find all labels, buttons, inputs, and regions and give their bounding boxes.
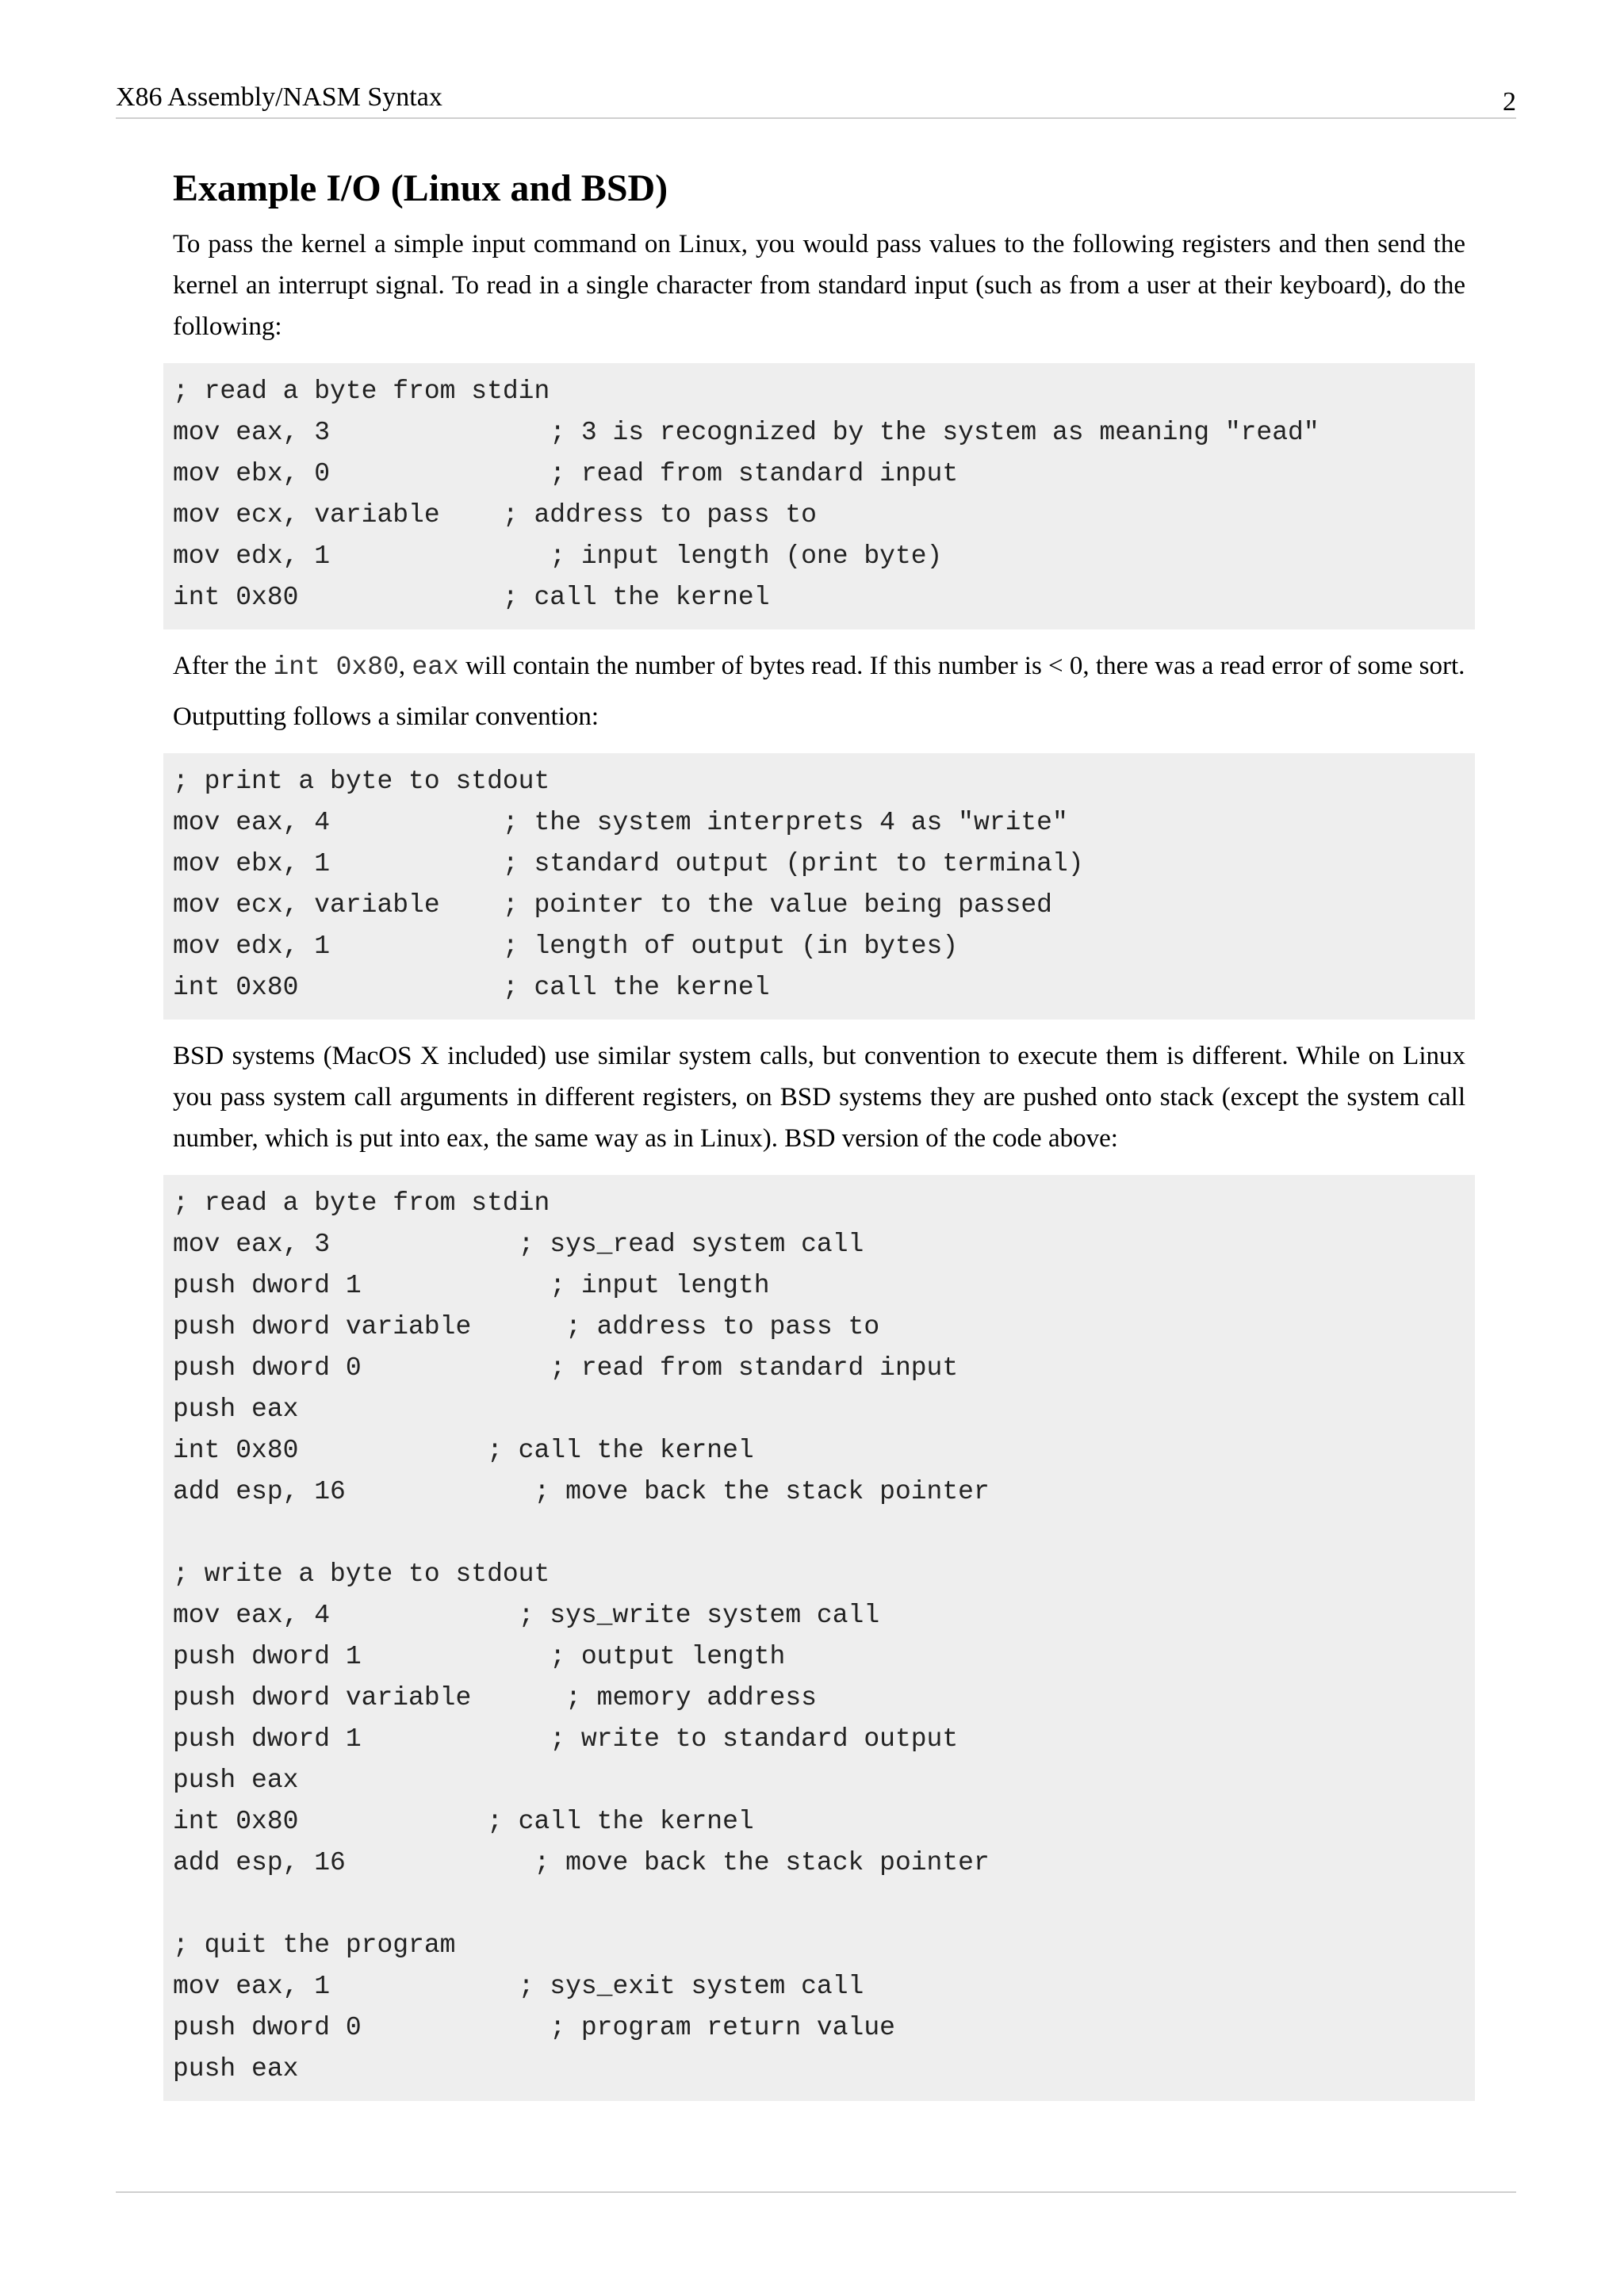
bsd-paragraph: BSD systems (MacOS X included) use similar system calls, but convention to execute them is different. While on Linux you pass system call arguments in different registers, on BSD systems they are pushed onto stack (except the system call number, which is put into eax, the same way as in Linux). BSD version of the code above: [173,1042,1465,1153]
code-line: push dword variable ; memory address [173,1683,817,1712]
code-line: push dword 0 ; program return value [173,2013,895,2042]
code-line: push dword 1 ; input length [173,1271,770,1300]
inline-code: int 0x80 [273,652,399,682]
code-line: mov ecx, variable ; pointer to the value being passed [173,890,1052,920]
text-fragment: will contain the number of bytes read. If this number is < 0, there was a read error of some sort. [458,652,1465,680]
code-line: push eax [173,2054,299,2084]
code-line: mov eax, 3 ; sys_read system call [173,1230,864,1259]
inline-code: eax [412,652,459,682]
code-line: add esp, 16 ; move back the stack pointer [173,1848,990,1877]
code-line: mov ecx, variable ; address to pass to [173,500,817,530]
code-line: add esp, 16 ; move back the stack pointer [173,1477,990,1506]
code-line: ; print a byte to stdout [173,767,550,796]
code-line: int 0x80 ; call the kernel [173,973,770,1002]
code-line: int 0x80 ; call the kernel [173,1436,754,1465]
code-line: mov eax, 4 ; the system interprets 4 as "write" [173,808,1068,837]
footer-divider [116,2191,1516,2193]
code-line: push dword 0 ; read from standard input [173,1353,959,1383]
code-line: push dword 1 ; output length [173,1642,786,1671]
code-line: push dword 1 ; write to standard output [173,1724,959,1754]
code-block-bsd [163,1175,1475,2101]
main-content [173,165,1465,2101]
code-line: mov eax, 4 ; sys_write system call [173,1601,880,1630]
code-line: mov eax, 1 ; sys_exit system call [173,1972,864,2001]
text-fragment: After the [173,652,274,680]
code-line [173,1513,1465,1554]
section-heading: Example I/O (Linux and BSD) [173,167,668,209]
code-line: int 0x80 ; call the kernel [173,583,770,612]
code-line: mov eax, 3 ; 3 is recognized by the system as meaning "read" [173,418,1320,447]
page-number: 2 [1503,87,1516,117]
code-line: ; quit the program [173,1931,456,1960]
outputting-paragraph: Outputting follows a similar convention: [173,702,599,731]
page-header [116,78,1516,119]
intro-paragraph: To pass the kernel a simple input command on Linux, you would pass values to the following registers and then send the kernel an interrupt signal. To read in a single character from standard input (such as from a user at their keyboard), do the following: [173,230,1465,341]
code-line: ; write a byte to stdout [173,1559,550,1589]
code-line: push dword variable ; address to pass to [173,1312,880,1341]
code-line: push eax [173,1395,299,1424]
code-line: int 0x80 ; call the kernel [173,1807,754,1836]
code-line: mov edx, 1 ; input length (one byte) [173,541,943,571]
code-line: push eax [173,1766,299,1795]
code-line: ; read a byte from stdin [173,377,550,406]
code-line: mov edx, 1 ; length of output (in bytes) [173,932,959,961]
code-line [173,1884,1465,1925]
code-block-write [163,753,1475,1020]
code-line: mov ebx, 1 ; standard output (print to terminal) [173,849,1084,878]
text-fragment: , [398,652,412,680]
code-line: mov ebx, 0 ; read from standard input [173,459,959,488]
code-line: ; read a byte from stdin [173,1188,550,1218]
code-block-read [163,363,1475,629]
after-read-paragraph [173,645,1465,688]
running-title: X86 Assembly/NASM Syntax [116,82,442,112]
